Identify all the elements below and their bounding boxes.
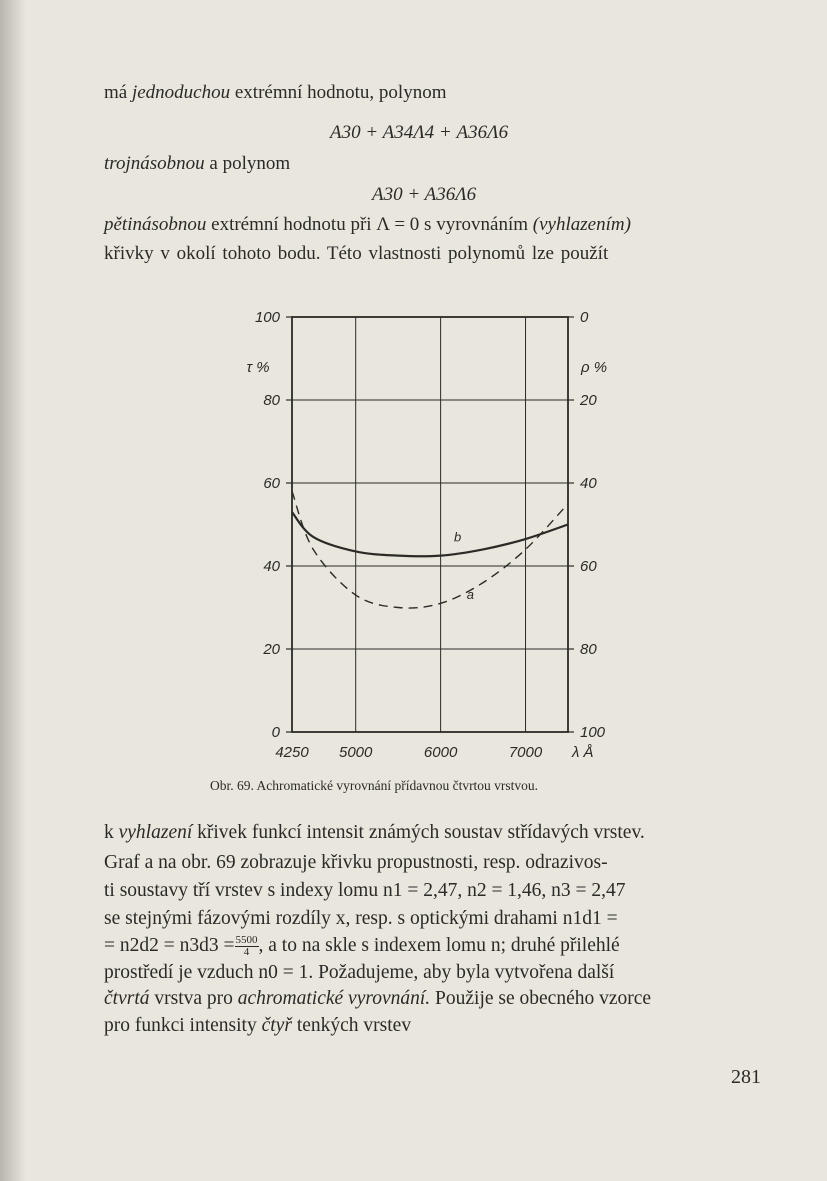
y-right-tick-label: 20 — [580, 392, 597, 409]
text-line-1: má jednoduchou extrémní hodnotu, polynom — [104, 82, 447, 103]
body-line-5: = n2d2 = n3d3 = $\frac{5500}{4}$ , a to na skle s indexem lomu n; druhé přilehlé — [104, 934, 620, 959]
y-left-tick-label: 0 — [271, 724, 280, 741]
transmittance-chart — [240, 300, 630, 770]
text-line-6: křivky v okolí tohoto bodu. Této vlastnosti polynomů lze použít — [104, 243, 609, 264]
text-line-5: pětinásobnou extrémní hodnotu při Λ = 0 s vyrovnáním (vyhlazením) — [104, 214, 631, 235]
x-tick-label: 7000 — [508, 744, 543, 761]
body-line-8: pro funkci intensity čtyř tenkých vrstev — [104, 1015, 412, 1036]
y-right-tick-label: 60 — [580, 558, 597, 575]
body-line-1: k vyhlazení křivek funkcí intensit známých soustav střídavých vrstev. — [104, 822, 645, 843]
y-right-axis-label: ρ % — [580, 358, 608, 376]
formula-polynom-1: A30 + A34Λ4 + A36Λ6 — [330, 122, 509, 143]
y-left-axis-label: τ % — [246, 358, 270, 376]
x-tick-label: 5000 — [339, 744, 373, 761]
body-line-2: Graf a na obr. 69 zobrazuje křivku propustnosti, resp. odrazivos- — [104, 852, 608, 873]
y-right-tick-label: 80 — [580, 641, 597, 658]
series-label-a: a — [466, 587, 474, 603]
formula-polynom-2: A30 + A36Λ6 — [372, 184, 477, 205]
y-left-tick-label: 40 — [263, 558, 280, 575]
chart-grid — [286, 317, 574, 732]
figure-caption: Obr. 69. Achromatické vyrovnání přídavnou čtvrtou vrstvou. — [210, 778, 539, 793]
y-left-tick-label: 100 — [254, 309, 280, 326]
body-line-4: se stejnými fázovými rozdíly x, resp. s optickými drahami n1d1 = — [104, 908, 618, 929]
x-axis-label: λ Å — [572, 744, 594, 761]
page-number: 281 — [731, 1066, 761, 1088]
y-right-tick-label: 40 — [580, 475, 597, 492]
series-label-b: b — [453, 529, 462, 545]
chart-labels — [246, 309, 607, 761]
y-left-tick-label: 20 — [263, 641, 280, 658]
plot-frame — [292, 317, 568, 732]
body-line-6: prostředí je vzduch n0 = 1. Požadujeme, aby byla vytvořena další — [104, 962, 615, 983]
book-spine-shadow — [0, 0, 26, 1181]
series-curve-a — [292, 491, 568, 608]
chart-curves — [292, 491, 568, 608]
y-right-tick-label: 0 — [580, 309, 589, 326]
x-tick-label: 4250 — [275, 744, 309, 761]
y-left-tick-label: 80 — [263, 392, 280, 409]
text-line-3: trojnásobnou a polynom — [104, 153, 291, 174]
series-curve-b — [292, 512, 568, 556]
fraction: $\frac{5500}{4}$ — [235, 934, 258, 959]
x-tick-label: 6000 — [423, 744, 458, 761]
y-left-tick-label: 60 — [263, 475, 280, 492]
y-right-tick-label: 100 — [580, 724, 606, 741]
body-line-7: čtvrtá vrstva pro achromatické vyrovnání. Použije se obecného vzorce — [104, 988, 652, 1009]
body-line-3: ti soustavy tří vrstev s indexy lomu n1 = 2,47, n2 = 1,46, n3 = 2,47 — [104, 880, 626, 901]
